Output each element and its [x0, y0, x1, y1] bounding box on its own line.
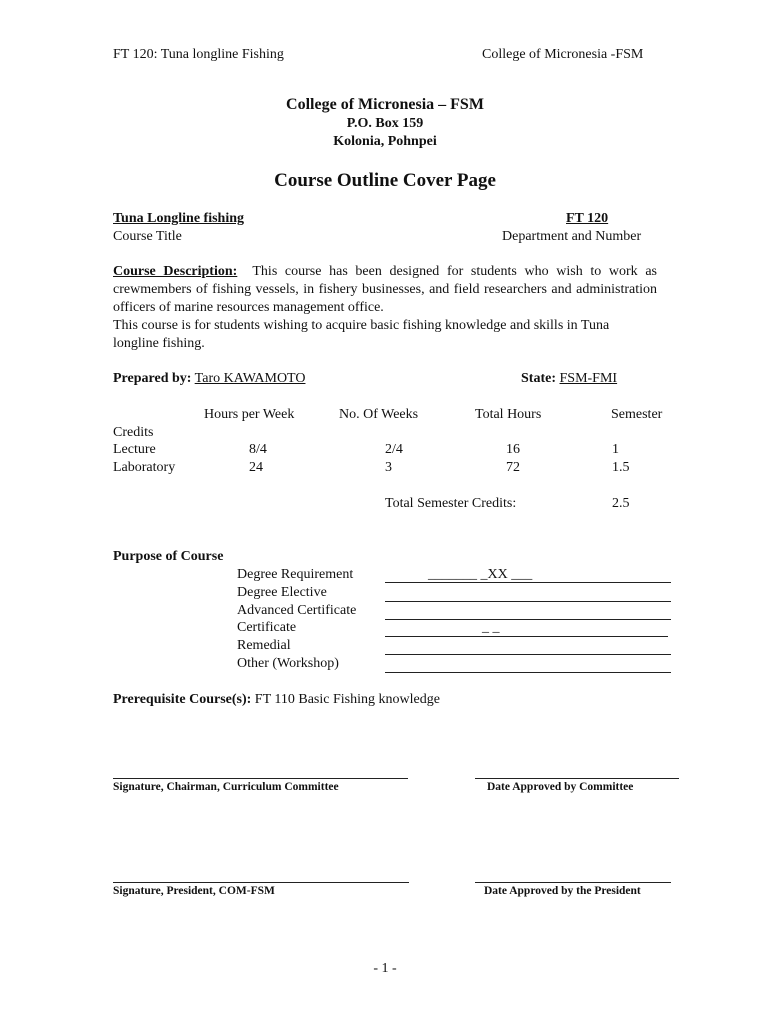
course-number-value: FT 120: [566, 211, 609, 226]
col-header-total-hours: Total Hours: [475, 407, 542, 422]
purpose-item-advanced-certificate: Advanced Certificate: [237, 603, 357, 618]
credits-label: Credits: [113, 425, 154, 440]
institution-location: Kolonia, Pohnpei: [333, 134, 437, 149]
purpose-item-remedial: Remedial: [237, 638, 291, 653]
col-header-hours-per-week: Hours per Week: [204, 407, 295, 422]
date-line-president[interactable]: [475, 882, 671, 883]
purpose-line-degree-elective[interactable]: [385, 601, 671, 602]
course-description-text: This course has been designed for students who wish to work as crewmembers of fishing vessels, in fishery businesses, and field researchers and administration officers of marine resources management office.: [113, 264, 657, 315]
prerequisite: [113, 692, 440, 708]
lecture-hours-per-week: 8/4: [249, 442, 267, 457]
purpose-line-remedial[interactable]: [385, 654, 671, 655]
lecture-total-hours: 16: [506, 442, 520, 457]
signature-line-chairman[interactable]: [113, 778, 408, 779]
date-line-committee[interactable]: [475, 778, 679, 779]
lecture-weeks: 2/4: [385, 442, 403, 457]
purpose-item-certificate: Certificate: [237, 620, 297, 635]
institution-name: College of Micronesia – FSM: [286, 96, 484, 113]
state-label: State:: [521, 371, 556, 386]
course-description-text-2: This course is for students wishing to acquire basic fishing knowledge and skills in Tuna longline fishing.: [113, 318, 610, 351]
row-label-lecture: Lecture: [113, 442, 156, 457]
institution-po-box: P.O. Box 159: [346, 116, 424, 131]
purpose-mark-degree-requirement: _______ _XX ___: [428, 567, 533, 582]
course-description-label: Course Description:: [113, 264, 238, 279]
laboratory-total-hours: 72: [506, 460, 520, 475]
date-president-label: Date Approved by the President: [484, 885, 641, 897]
purpose-item-degree-elective: Degree Elective: [237, 585, 327, 600]
purpose-line-advanced-certificate[interactable]: [385, 619, 671, 620]
page-number: - 1 -: [373, 961, 397, 976]
signature-line-president[interactable]: [113, 882, 409, 883]
laboratory-weeks: 3: [385, 460, 392, 475]
date-committee-label: Date Approved by Committee: [487, 781, 634, 793]
prerequisite-label: Prerequisite Course(s):: [113, 692, 252, 707]
purpose-mark-certificate: _ _: [482, 620, 500, 635]
prepared-by: [113, 371, 305, 387]
signature-president-label: Signature, President, COM-FSM: [113, 885, 275, 897]
col-header-semester: Semester: [611, 407, 663, 422]
laboratory-hours-per-week: 24: [249, 460, 263, 475]
purpose-item-other: Other (Workshop): [237, 656, 339, 671]
course-title-value: Tuna Longline fishing: [113, 211, 244, 226]
prerequisite-value: FT 110 Basic Fishing knowledge: [254, 692, 440, 707]
total-semester-credits-value: 2.5: [612, 496, 630, 511]
running-header-left: FT 120: Tuna longline Fishing: [113, 47, 284, 62]
course-number-label: Department and Number: [502, 229, 642, 244]
row-label-laboratory: Laboratory: [113, 460, 176, 475]
state-value: FSM-FMI: [559, 371, 618, 386]
lecture-semester: 1: [612, 442, 619, 457]
prepared-by-label: Prepared by:: [113, 371, 192, 386]
course-title-label: Course Title: [113, 229, 182, 244]
purpose-line-certificate[interactable]: [385, 636, 668, 637]
purpose-item-degree-requirement: Degree Requirement: [237, 567, 354, 582]
running-header-right: College of Micronesia -FSM: [482, 47, 644, 62]
laboratory-semester: 1.5: [612, 460, 630, 475]
purpose-line-other[interactable]: [385, 672, 671, 673]
prepared-by-name: Taro KAWAMOTO: [194, 371, 306, 386]
purpose-heading: Purpose of Course: [113, 549, 224, 564]
course-description: [113, 263, 657, 317]
col-header-weeks: No. Of Weeks: [339, 407, 419, 422]
total-semester-credits-label: Total Semester Credits:: [385, 496, 517, 511]
document-title: Course Outline Cover Page: [274, 170, 496, 191]
state: [521, 371, 617, 387]
signature-chairman-label: Signature, Chairman, Curriculum Committee: [113, 781, 339, 793]
